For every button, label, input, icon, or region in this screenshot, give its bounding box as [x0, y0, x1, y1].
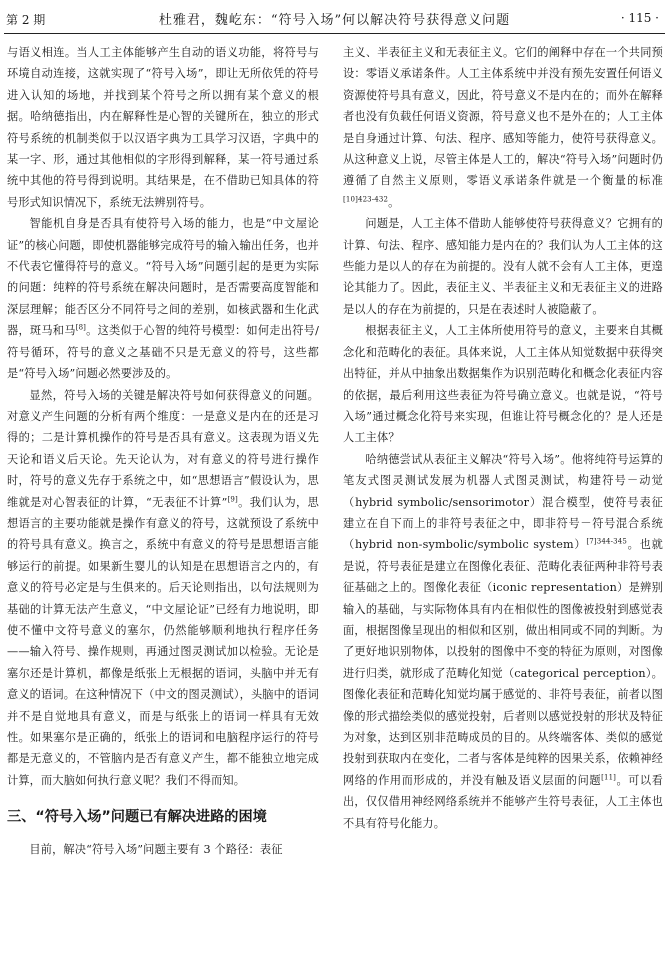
- running-title: 杜雅君，魏屹东：“符号入场”何以解决符号获得意义问题: [158, 13, 511, 28]
- paragraph-text: 主义、半表征主义和无表征主义。它们的阐释中存在一个共同预设：零语义承诺条件。人工主体系统中并没有预先安置任何语义资源使符号具有意义，因此，符号意义不是内在的；而外在解释者也没有负载任何语义资源，符号意义也不是外在的；人工主体是自身通过计算、句法、程序、感知等能力，使符号获得意义。从这种意义上说，尽管主体是人工的，解决“符号入场”问题时仍遵循了自然主义原则，零语义承诺条件就是一个衡量的标准: [343, 46, 663, 188]
- paragraph-text: 。: [388, 195, 400, 209]
- paragraph: 问题是，人工主体不借助人能够使符号获得意义？它拥有的计算、句法、程序、感知能力是内在的？我们认为人工主体的这些能力是以人的存在为前提的。没有人就不会有人工主体，更遑论其能力了。因此，表征主义、半表征主义和无表征主义的进路是以人的存在为前提的，只是在表述时人被隐蔽了。: [343, 217, 663, 316]
- paragraph-text: 智能机自身是否具有使符号入场的能力，也是“中文屋论证”的核心问题，即使机器能够完成符号的输入输出任务，也并不代表它懂得符号的意义。“符号入场”问题引起的是更为实际的问题：纯粹的符号系统在解决问题时，是否需要高度智能和深层理解；能否区分不同符号之间的差别，如核武器和生化武器，斑马和马: [7, 217, 319, 338]
- paragraph: [343, 449, 663, 834]
- paragraph: [343, 42, 663, 213]
- paragraph-text: 。也就是说，符号表征是建立在图像化表征、范畴化表征两种非符号表征基础之上的。图像化表征（iconic representation）是辨别输入的基础，与实际物体具有内在相似性的图像被投射到感觉表面，根据图像呈现出的相似和区别，做出相同或不同的判断。为了更好地识别物体，以投射的图像中不变的特征为原则，对图像进行归类，就形成了范畴化知觉（categorical perception）。图像化表征和范畴化知觉均属于感觉的、非符号表征，前者以图像的形式描绘类似的感觉投射，后者则以感觉投射的形状及特征为对象，达到区别非范畴成员的目的。从终端客体、类似的感觉投射到获取内在变化，二者与客体是纯粹的因果关系，依赖神经网络的作用而形成的，并没有触及语义层面的问题: [343, 538, 663, 787]
- citation-ref: [11]: [601, 773, 617, 782]
- issue-number: 第 2 期: [6, 13, 46, 27]
- citation-ref: [9]: [227, 494, 238, 503]
- paragraph-text: 哈纳德尝试从表征主义解决“符号入场”。他将纯符号运算的笔友式图灵测试发展为机器人式图灵测试，构建符号－动觉（hybrid symbolic/sensorimotor）混合模型，使符号表征建立在自下而上的非符号表征之中，即非符号－符号混合系统（hybrid non-symbolic/symbolic system）: [343, 452, 663, 552]
- paragraph-text: 。我们认为，思想语言的主要功能就是操作有意义的符号，这就预设了系统中的符号具有意义。换言之，系统中有意义的符号是思想语言能够运行的前提。如果新生婴儿的认知是在思想语言之内的，有意义的符号必定是与生俱来的。后天论则指出，以句法规则为基础的计算无法产生意义，“中文屋论证”已经有力地说明，即使不懂中文符号意义的塞尔，仍然能够顺利地执行程序任务——输入符号、操作规则，再通过图灵测试加以检验。无论是塞尔还是计算机，都像是纸张上无根据的语词，头脑中并无有意义的语词。在这种情况下（中文的图灵测试），头脑中的语词并不是自觉地具有意义，而是与纸张上的语词一样具有无效性。如果塞尔是正确的，纸张上的语词和电脑程序运行的符号都是无意义的，不管脑内是否有意义产生，都不能独立地完成计算，而大脑如何执行意义呢？我们不得而知。: [7, 495, 319, 787]
- citation-ref: [8]: [75, 323, 87, 332]
- header-rule: [4, 33, 665, 34]
- paragraph: [7, 385, 319, 792]
- paragraph: 目前，解决“符号入场”问题主要有 3 个路径：表征: [29, 843, 283, 857]
- paragraph: [7, 213, 319, 384]
- right-column: [343, 42, 663, 834]
- paragraph-text: 。这类似于心智的纯符号模型：如何走出符号/符号循环，符号的意义之基础不只是无意义的符号，这些都是“符号入场”问题必然要涉及的。: [7, 324, 320, 381]
- citation-ref: [7]344-345: [586, 537, 627, 546]
- paragraph-text: 。可以看出，仅仅借用神经网络系统并不能够产生符号表征，人工主体也不具有符号化能力。: [343, 773, 663, 830]
- citation-ref: [10]423-432: [343, 195, 389, 204]
- paragraph: 与语义相连。当人工主体能够产生自动的语义功能，将符号与环境自动连接，这就实现了“符号入场”，即让无所依凭的符号进入认知的场地，并找到某个符号之所以拥有某个意义的根据。哈纳德指出，内在解释性是心智的关键所在，独立的形式符号系统的机制类似于以汉语字典为工具学习汉语，字典中的某一字、形，通过其他相似的字形得到解释，某一符号通过系统中其他的符号得到说明。其结果是，在不借助已知具体的符号形式知识情况下，系统无法辨别符号。: [7, 46, 319, 209]
- paragraph-text: 显然，符号入场的关键是解决符号如何获得意义的问题。对意义产生问题的分析有两个维度：一是意义是内在的还是习得的；二是计算机操作的符号是否具有意义。这表现为语义先天论和语义后天论。先天论认为，对有意义的符号进行操作时，符号的意义先存于系统之中，如“思想语言”假设认为，思维就是对心智表征的计算，“无表征不计算”: [7, 388, 319, 509]
- left-column: [7, 42, 319, 861]
- page-number: · 115 ·: [620, 11, 659, 25]
- section-heading: 三、“符号入场”问题已有解决进路的困境: [7, 809, 267, 826]
- paragraph: 根据表征主义，人工主体所使用符号的意义，主要来自其概念化和范畴化的表征。具体来说，人工主体从知觉数据中获得突出特征，并从中抽象出数据集作为识别范畴化和概念化表征内容的依据，最后利用这些表征为符号确立意义。也就是说，“符号入场”通过概念化符号来实现，但谁让符号概念化的？是人还是人工主体？: [343, 324, 663, 445]
